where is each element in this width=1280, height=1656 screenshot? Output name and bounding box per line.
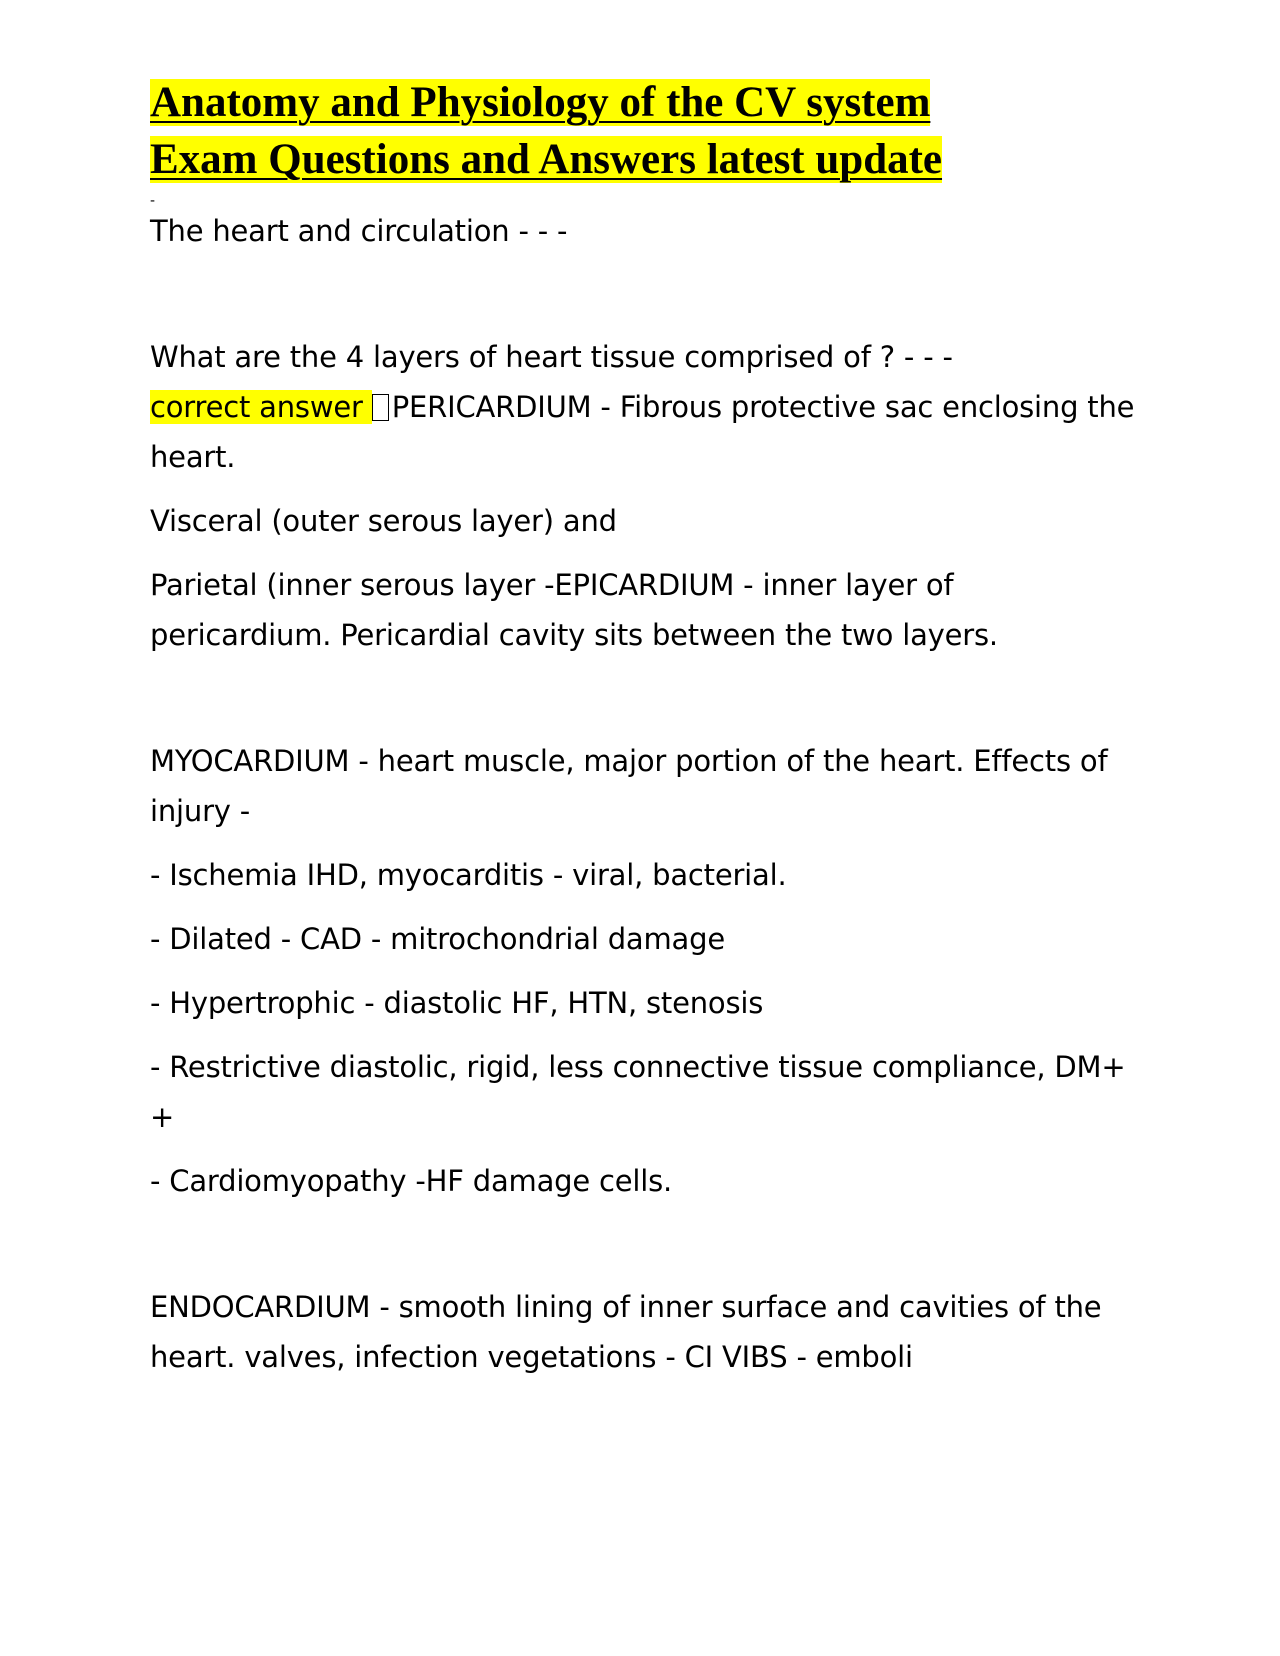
section-subtitle: The heart and circulation - - - — [150, 214, 568, 248]
title-line-1: Anatomy and Physiology of the CV system — [150, 79, 931, 126]
title-line-2: Exam Questions and Answers latest update — [150, 136, 943, 183]
document-title — [150, 74, 1140, 188]
question-body: What are the 4 layers of heart tissue comprised of ? - - - — [150, 340, 953, 374]
list-item: - Hypertrophic - diastolic HF, HTN, stenosis — [150, 986, 764, 1020]
missing-glyph-icon — [372, 394, 389, 421]
parietal-paragraph: Parietal (inner serous layer -EPICARDIUM - inner layer of pericardium. Pericardial cavity sits between the two layers. — [150, 568, 998, 652]
list-item: - Ischemia IHD, myocarditis - viral, bacterial. — [150, 858, 787, 892]
visceral-paragraph: Visceral (outer serous layer) and — [150, 504, 617, 538]
answer-text: PERICARDIUM - Fibrous protective sac enclosing the heart. — [150, 390, 1135, 474]
answer-label: correct answer — [150, 390, 372, 424]
endocardium-paragraph: ENDOCARDIUM - smooth lining of inner surface and cavities of the heart. valves, infection vegetations - CI VIBS - emboli — [150, 1290, 1102, 1374]
separator-dash: - — [150, 194, 156, 206]
myocardium-paragraph: MYOCARDIUM - heart muscle, major portion of the heart. Effects of injury - — [150, 744, 1108, 828]
question-text — [150, 332, 1140, 482]
document-page — [150, 74, 1140, 1382]
list-item: - Restrictive diastolic, rigid, less connective tissue compliance, DM+ + — [150, 1050, 1126, 1134]
list-item: - Dilated - CAD - mitrochondrial damage — [150, 922, 725, 956]
list-item: - Cardiomyopathy -HF damage cells. — [150, 1164, 673, 1198]
